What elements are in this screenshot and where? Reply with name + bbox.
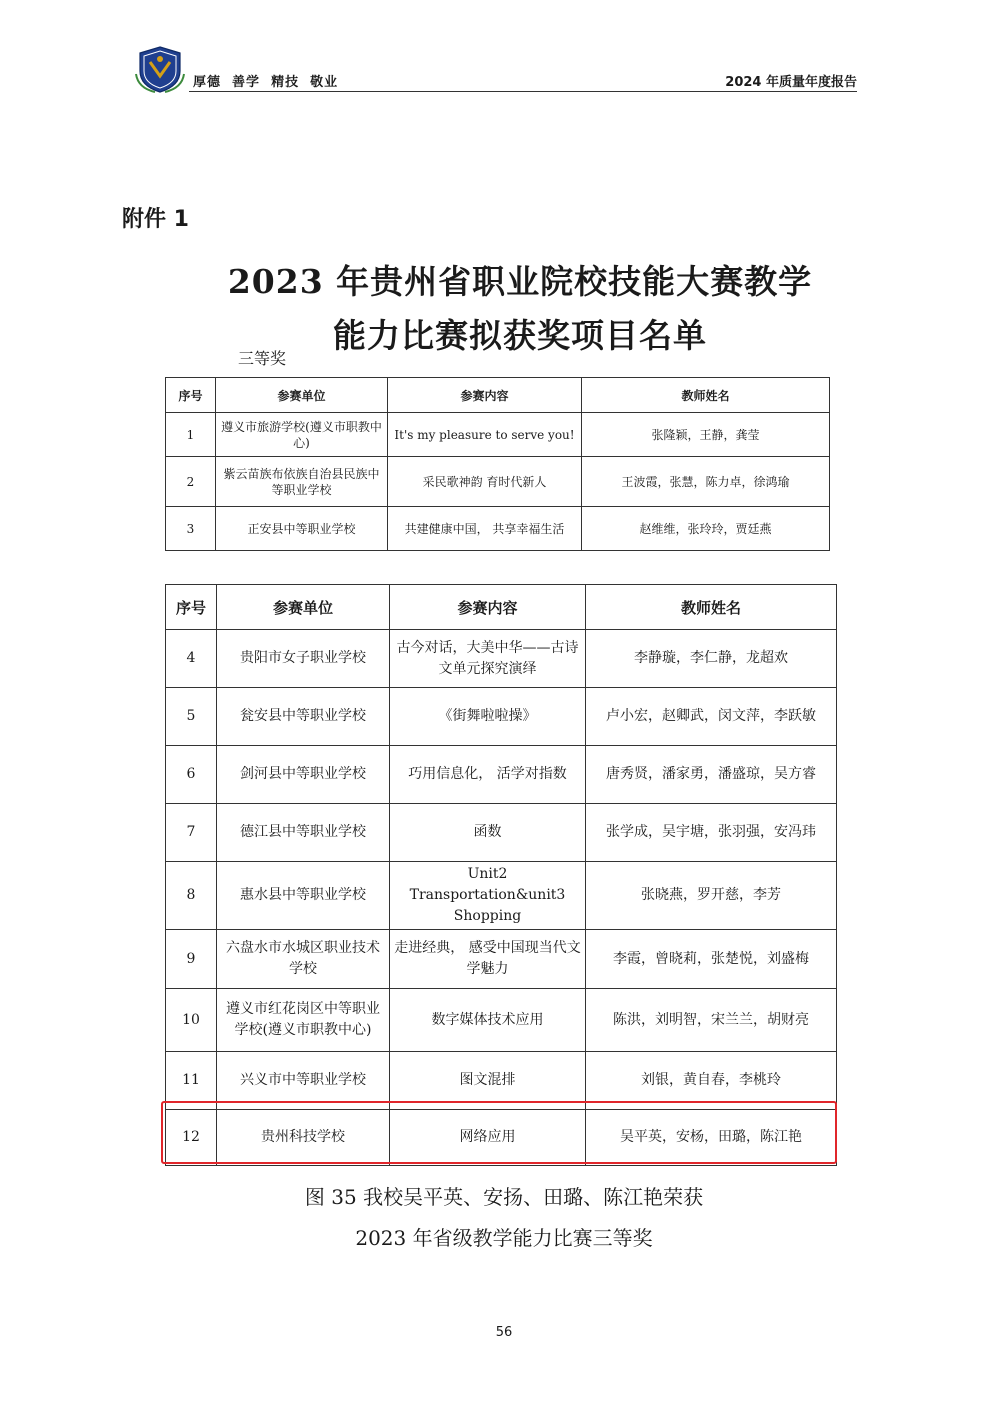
cell-content: 数字媒体技术应用: [390, 989, 586, 1052]
cell-unit: 德江县中等职业学校: [217, 804, 390, 862]
header-divider: [189, 91, 857, 92]
table-row: [166, 457, 830, 507]
cell-content: 古今对话，大美中华——古诗文单元探究演绎: [390, 630, 586, 688]
cell-teachers: 李霞，曾晓莉，张楚悦，刘盛梅: [586, 930, 837, 989]
cell-content: 图文混排: [390, 1052, 586, 1110]
cell-teachers: 陈洪，刘明智，宋兰兰，胡财亮: [586, 989, 837, 1052]
cell-unit: 紫云苗族布依族自治县民族中等职业学校: [216, 457, 388, 507]
column-header-number: 序号: [166, 585, 217, 630]
table-row: [166, 804, 837, 862]
cell-number: 4: [166, 630, 217, 688]
page-number: 56: [495, 1325, 513, 1340]
cell-number: 3: [166, 507, 216, 551]
cell-number: 11: [166, 1052, 217, 1110]
cell-teachers: 张晓燕，罗开慈，李芳: [586, 862, 837, 930]
cell-content: 《街舞啦啦操》: [390, 688, 586, 746]
page-header: [133, 44, 857, 94]
cell-number: 1: [166, 413, 216, 457]
column-header-unit: 参赛单位: [216, 378, 388, 413]
school-motto: 厚德 善学 精技 敬业: [193, 75, 339, 90]
table-header-row: [166, 585, 837, 630]
document-title-line-1: 2023 年贵州省职业院校技能大赛教学: [227, 262, 813, 301]
cell-unit: 遵义市红花岗区中等职业学校(遵义市职教中心): [217, 989, 390, 1052]
cell-unit: 惠水县中等职业学校: [217, 862, 390, 930]
cell-teachers: 李静璇，李仁静，龙超欢: [586, 630, 837, 688]
table-header-row: [166, 378, 830, 413]
cell-teachers: 王波霞，张慧，陈力卓，徐鸿瑜: [582, 457, 830, 507]
cell-unit: 兴义市中等职业学校: [217, 1052, 390, 1110]
column-header-teachers: 教师姓名: [582, 378, 830, 413]
cell-number: 2: [166, 457, 216, 507]
cell-unit: 瓮安县中等职业学校: [217, 688, 390, 746]
cell-teachers: 张学成，吴宇塘，张羽强，安冯玮: [586, 804, 837, 862]
column-header-content: 参赛内容: [388, 378, 582, 413]
cell-unit: 正安县中等职业学校: [216, 507, 388, 551]
column-header-teachers: 教师姓名: [586, 585, 837, 630]
table-row: [166, 507, 830, 551]
prize-level-label: 三等奖: [238, 349, 287, 368]
cell-number: 7: [166, 804, 217, 862]
table-row: [166, 630, 837, 688]
cell-number: 10: [166, 989, 217, 1052]
column-header-content: 参赛内容: [390, 585, 586, 630]
cell-unit: 贵阳市女子职业学校: [217, 630, 390, 688]
cell-teachers: 刘银，黄自春，李桃玲: [586, 1052, 837, 1110]
cell-number: 9: [166, 930, 217, 989]
table-row: [166, 413, 830, 457]
cell-teachers: 张隆颖，王静，龚莹: [582, 413, 830, 457]
cell-teachers: 赵维维，张玲玲，贾廷燕: [582, 507, 830, 551]
school-logo: [133, 44, 187, 94]
cell-content: 共建健康中国， 共享幸福生活: [388, 507, 582, 551]
cell-teachers: 卢小宏，赵卿武，闵文萍，李跃敏: [586, 688, 837, 746]
award-table-part-2: [165, 584, 837, 1166]
table-row: [166, 930, 837, 989]
table-row: [166, 989, 837, 1052]
cell-teachers: 唐秀贤，潘家勇，潘盛琼，吴方睿: [586, 746, 837, 804]
cell-content: 函数: [390, 804, 586, 862]
cell-number: 5: [166, 688, 217, 746]
table-row: [166, 688, 837, 746]
highlight-box: [161, 1101, 837, 1164]
cell-content: 网络应用: [390, 1110, 586, 1166]
document-title-line-2: 能力比赛拟获奖项目名单: [333, 316, 707, 355]
award-table-part-1: [165, 377, 830, 551]
attachment-label: 附件 1: [122, 207, 189, 232]
cell-unit: 六盘水市水城区职业技术学校: [217, 930, 390, 989]
figure-caption-line-1: 图 35 我校吴平英、安扬、田璐、陈江艳荣获: [304, 1185, 704, 1209]
table-row: [166, 746, 837, 804]
report-title: 2024 年质量年度报告: [725, 75, 857, 90]
cell-content: It's my pleasure to serve you!: [388, 413, 582, 457]
cell-content: 走进经典， 感受中国现当代文学魅力: [390, 930, 586, 989]
cell-teachers: 吴平英，安杨，田璐，陈江艳: [586, 1110, 837, 1166]
table-row: [166, 862, 837, 930]
cell-number: 12: [166, 1110, 217, 1166]
cell-content: 采民歌神韵 育时代新人: [388, 457, 582, 507]
cell-unit: 剑河县中等职业学校: [217, 746, 390, 804]
figure-caption-line-2: 2023 年省级教学能力比赛三等奖: [355, 1226, 653, 1250]
cell-unit: 贵州科技学校: [217, 1110, 390, 1166]
cell-content: Unit2 Transportation&unit3 Shopping: [390, 862, 586, 930]
cell-unit: 遵义市旅游学校(遵义市职教中心): [216, 413, 388, 457]
cell-content: 巧用信息化， 活学对指数: [390, 746, 586, 804]
column-header-unit: 参赛单位: [217, 585, 390, 630]
cell-number: 6: [166, 746, 217, 804]
column-header-number: 序号: [166, 378, 216, 413]
cell-number: 8: [166, 862, 217, 930]
